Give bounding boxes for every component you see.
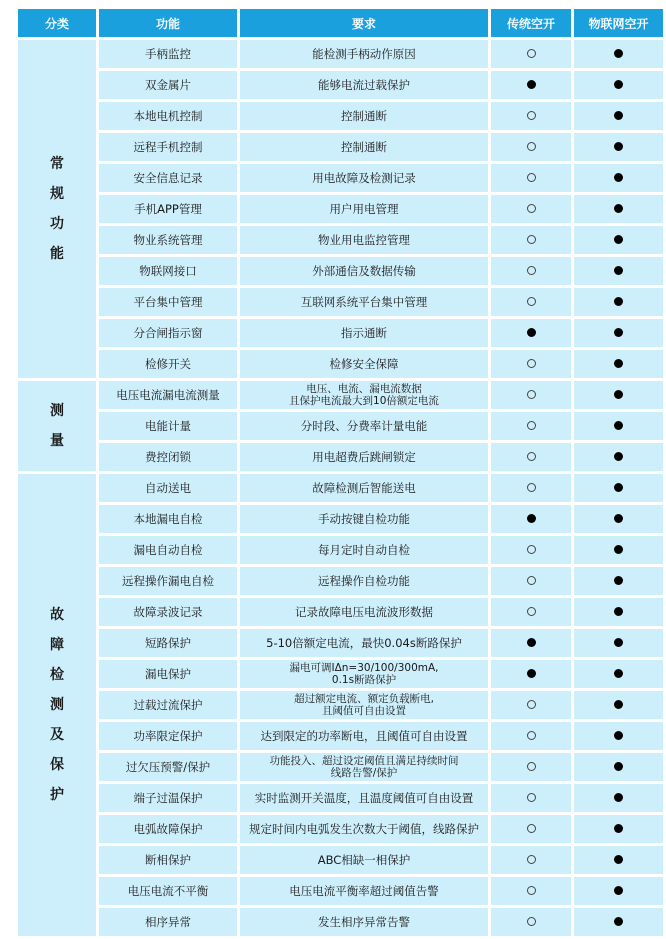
- requirement-line: 能够电流过载保护: [318, 78, 410, 92]
- header-requirement: 要求: [240, 9, 488, 37]
- iot-cell: [574, 288, 663, 316]
- table-row: [18, 288, 663, 316]
- requirement-line: 控制通断: [341, 109, 387, 123]
- empty-circle-icon: [527, 49, 536, 58]
- iot-cell: [574, 412, 663, 440]
- empty-circle-icon: [527, 545, 536, 554]
- category-char: 量: [50, 433, 64, 449]
- requirement-cell: [240, 660, 488, 688]
- category-char: 常: [50, 156, 64, 172]
- function-cell: 功率限定保护: [99, 722, 237, 750]
- filled-circle-icon: [614, 328, 623, 337]
- category-char: 检: [50, 667, 64, 683]
- filled-circle-icon: [614, 793, 623, 802]
- table-row: [18, 877, 663, 905]
- traditional-cell: [491, 257, 571, 285]
- category-char: 障: [50, 637, 64, 653]
- traditional-cell: [491, 102, 571, 130]
- iot-cell: [574, 381, 663, 409]
- requirement-cell: [240, 257, 488, 285]
- traditional-cell: [491, 71, 571, 99]
- filled-circle-icon: [614, 235, 623, 244]
- table-row: [18, 40, 663, 68]
- empty-circle-icon: [527, 297, 536, 306]
- requirement-cell: [240, 319, 488, 347]
- table-row: [18, 164, 663, 192]
- requirement-line: 规定时间内电弧发生次数大于阈值，线路保护: [249, 822, 479, 836]
- function-cell: 本地漏电自检: [99, 505, 237, 533]
- requirement-cell: [240, 846, 488, 874]
- filled-circle-icon: [527, 328, 536, 337]
- category-char: 规: [50, 186, 64, 202]
- function-cell: 手机APP管理: [99, 195, 237, 223]
- iot-cell: [574, 784, 663, 812]
- iot-cell: [574, 567, 663, 595]
- traditional-cell: [491, 908, 571, 936]
- function-cell: 平台集中管理: [99, 288, 237, 316]
- function-cell: 安全信息记录: [99, 164, 237, 192]
- category-char: 测: [50, 403, 64, 419]
- empty-circle-icon: [527, 359, 536, 368]
- requirement-line: 远程操作自检功能: [318, 574, 410, 588]
- function-cell: 自动送电: [99, 474, 237, 502]
- filled-circle-icon: [614, 80, 623, 89]
- table-row: [18, 133, 663, 161]
- function-cell: 端子过温保护: [99, 784, 237, 812]
- empty-circle-icon: [527, 266, 536, 275]
- requirement-line: 控制通断: [341, 140, 387, 154]
- iot-cell: [574, 443, 663, 471]
- requirement-cell: [240, 102, 488, 130]
- filled-circle-icon: [527, 514, 536, 523]
- requirement-line: 外部通信及数据传输: [312, 264, 416, 278]
- filled-circle-icon: [614, 576, 623, 585]
- filled-circle-icon: [527, 80, 536, 89]
- iot-cell: [574, 505, 663, 533]
- iot-cell: [574, 71, 663, 99]
- function-cell: 分合闸指示窗: [99, 319, 237, 347]
- iot-cell: [574, 102, 663, 130]
- filled-circle-icon: [614, 49, 623, 58]
- table-body: [18, 40, 663, 936]
- table-row: [18, 691, 663, 719]
- iot-cell: [574, 226, 663, 254]
- traditional-cell: [491, 133, 571, 161]
- traditional-cell: [491, 164, 571, 192]
- table-row: [18, 102, 663, 130]
- empty-circle-icon: [527, 204, 536, 213]
- traditional-cell: [491, 40, 571, 68]
- filled-circle-icon: [614, 204, 623, 213]
- requirement-line: 手动按键自检功能: [318, 512, 410, 526]
- requirement-cell: [240, 536, 488, 564]
- filled-circle-icon: [614, 886, 623, 895]
- function-cell: 电弧故障保护: [99, 815, 237, 843]
- requirement-cell: [240, 629, 488, 657]
- filled-circle-icon: [614, 514, 623, 523]
- function-cell: 远程手机控制: [99, 133, 237, 161]
- requirement-line: 电压、电流、漏电流数据: [306, 383, 422, 395]
- function-cell: 远程操作漏电自检: [99, 567, 237, 595]
- traditional-cell: [491, 226, 571, 254]
- header-category: 分类: [18, 9, 96, 37]
- function-cell: 漏电保护: [99, 660, 237, 688]
- empty-circle-icon: [527, 235, 536, 244]
- table-row: [18, 846, 663, 874]
- function-cell: 过欠压预警/保护: [99, 753, 237, 781]
- table-row: [18, 567, 663, 595]
- requirement-cell: [240, 226, 488, 254]
- table-row: [18, 443, 663, 471]
- traditional-cell: [491, 691, 571, 719]
- requirement-line: 达到限定的功率断电，且阈值可自由设置: [260, 729, 468, 743]
- traditional-cell: [491, 443, 571, 471]
- category-cell: [18, 381, 96, 471]
- requirement-cell: [240, 195, 488, 223]
- traditional-cell: [491, 412, 571, 440]
- filled-circle-icon: [614, 483, 623, 492]
- requirement-line: 电压电流平衡率超过阈值告警: [289, 884, 439, 898]
- iot-cell: [574, 722, 663, 750]
- requirement-line: 超过额定电流、额定负载断电,: [294, 693, 434, 705]
- table-row: [18, 412, 663, 440]
- requirement-line: 能检测手柄动作原因: [312, 47, 416, 61]
- traditional-cell: [491, 505, 571, 533]
- empty-circle-icon: [527, 824, 536, 833]
- filled-circle-icon: [614, 142, 623, 151]
- traditional-cell: [491, 629, 571, 657]
- traditional-cell: [491, 753, 571, 781]
- requirement-cell: [240, 598, 488, 626]
- function-cell: 检修开关: [99, 350, 237, 378]
- filled-circle-icon: [614, 700, 623, 709]
- function-cell: 电压电流漏电流测量: [99, 381, 237, 409]
- table-row: [18, 660, 663, 688]
- requirement-cell: [240, 753, 488, 781]
- traditional-cell: [491, 660, 571, 688]
- traditional-cell: [491, 195, 571, 223]
- table-row: [18, 784, 663, 812]
- filled-circle-icon: [614, 173, 623, 182]
- table-row: [18, 71, 663, 99]
- table-row: [18, 350, 663, 378]
- requirement-cell: [240, 412, 488, 440]
- function-cell: 电能计量: [99, 412, 237, 440]
- function-cell: 费控闭锁: [99, 443, 237, 471]
- function-cell: 手柄监控: [99, 40, 237, 68]
- traditional-cell: [491, 598, 571, 626]
- traditional-cell: [491, 474, 571, 502]
- requirement-cell: [240, 877, 488, 905]
- iot-cell: [574, 846, 663, 874]
- function-cell: 断相保护: [99, 846, 237, 874]
- iot-cell: [574, 536, 663, 564]
- iot-cell: [574, 691, 663, 719]
- traditional-cell: [491, 784, 571, 812]
- filled-circle-icon: [614, 111, 623, 120]
- requirement-line: 功能投入、超过设定阈值且满足持续时间: [269, 755, 459, 767]
- category-char: 能: [50, 246, 64, 262]
- requirement-line: 物业用电监控管理: [318, 233, 410, 247]
- empty-circle-icon: [527, 142, 536, 151]
- empty-circle-icon: [527, 452, 536, 461]
- function-cell: 故障录波记录: [99, 598, 237, 626]
- empty-circle-icon: [527, 731, 536, 740]
- iot-cell: [574, 319, 663, 347]
- traditional-cell: [491, 350, 571, 378]
- category-char: 及: [50, 727, 64, 743]
- requirement-line: 记录故障电压电流波形数据: [295, 605, 433, 619]
- requirement-line: 实时监测开关温度，且温度阈值可自由设置: [254, 791, 474, 805]
- filled-circle-icon: [614, 266, 623, 275]
- requirement-line: 0.1s断路保护: [331, 674, 397, 686]
- function-cell: 过载过流保护: [99, 691, 237, 719]
- requirement-cell: [240, 474, 488, 502]
- empty-circle-icon: [527, 855, 536, 864]
- table-row: [18, 629, 663, 657]
- empty-circle-icon: [527, 793, 536, 802]
- function-cell: 短路保护: [99, 629, 237, 657]
- requirement-line: 故障检测后智能送电: [312, 481, 416, 495]
- iot-cell: [574, 40, 663, 68]
- traditional-cell: [491, 536, 571, 564]
- iot-cell: [574, 598, 663, 626]
- filled-circle-icon: [614, 607, 623, 616]
- filled-circle-icon: [614, 297, 623, 306]
- iot-cell: [574, 908, 663, 936]
- table-row: [18, 226, 663, 254]
- table-row: [18, 505, 663, 533]
- header-row: [18, 9, 663, 37]
- table-row: [18, 722, 663, 750]
- function-cell: 物业系统管理: [99, 226, 237, 254]
- empty-circle-icon: [527, 576, 536, 585]
- requirement-cell: [240, 784, 488, 812]
- iot-cell: [574, 133, 663, 161]
- function-cell: 相序异常: [99, 908, 237, 936]
- iot-cell: [574, 164, 663, 192]
- iot-cell: [574, 474, 663, 502]
- iot-cell: [574, 257, 663, 285]
- table-row: [18, 257, 663, 285]
- function-cell: 电压电流不平衡: [99, 877, 237, 905]
- requirement-line: ABC相缺一相保护: [317, 853, 411, 867]
- iot-cell: [574, 815, 663, 843]
- function-cell: 物联网接口: [99, 257, 237, 285]
- requirement-cell: [240, 443, 488, 471]
- comparison-table: [15, 6, 666, 939]
- requirement-cell: [240, 722, 488, 750]
- requirement-cell: [240, 567, 488, 595]
- requirement-cell: [240, 40, 488, 68]
- filled-circle-icon: [614, 731, 623, 740]
- traditional-cell: [491, 815, 571, 843]
- traditional-cell: [491, 319, 571, 347]
- empty-circle-icon: [527, 886, 536, 895]
- requirement-line: 漏电可调IΔn=30/100/300mA,: [289, 662, 439, 674]
- requirement-cell: [240, 381, 488, 409]
- filled-circle-icon: [527, 669, 536, 678]
- empty-circle-icon: [527, 483, 536, 492]
- requirement-cell: [240, 815, 488, 843]
- iot-cell: [574, 660, 663, 688]
- requirement-line: 用户用电管理: [329, 202, 399, 216]
- requirement-line: 且阈值可自由设置: [322, 705, 406, 717]
- filled-circle-icon: [614, 824, 623, 833]
- requirement-cell: [240, 71, 488, 99]
- table-row: [18, 908, 663, 936]
- table-row: [18, 381, 663, 409]
- empty-circle-icon: [527, 173, 536, 182]
- requirement-line: 检修安全保障: [329, 357, 399, 371]
- requirement-cell: [240, 691, 488, 719]
- table-row: [18, 536, 663, 564]
- empty-circle-icon: [527, 700, 536, 709]
- traditional-cell: [491, 846, 571, 874]
- function-cell: 双金属片: [99, 71, 237, 99]
- filled-circle-icon: [614, 359, 623, 368]
- table-row: [18, 474, 663, 502]
- traditional-cell: [491, 288, 571, 316]
- requirement-line: 线路告警/保护: [330, 767, 398, 779]
- filled-circle-icon: [614, 855, 623, 864]
- iot-cell: [574, 877, 663, 905]
- traditional-cell: [491, 877, 571, 905]
- function-cell: 漏电自动自检: [99, 536, 237, 564]
- header-traditional-breaker: 传统空开: [491, 9, 571, 37]
- function-cell: 本地电机控制: [99, 102, 237, 130]
- category-char: 护: [50, 787, 64, 803]
- requirement-line: 用电超费后跳闸锁定: [312, 450, 416, 464]
- requirement-line: 且保护电流最大到10倍额定电流: [289, 395, 439, 407]
- requirement-cell: [240, 133, 488, 161]
- header-iot-breaker: 物联网空开: [574, 9, 663, 37]
- table-row: [18, 753, 663, 781]
- header-function: 功能: [99, 9, 237, 37]
- empty-circle-icon: [527, 421, 536, 430]
- filled-circle-icon: [614, 917, 623, 926]
- empty-circle-icon: [527, 390, 536, 399]
- requirement-line: 发生相序异常告警: [318, 915, 410, 929]
- requirement-cell: [240, 505, 488, 533]
- filled-circle-icon: [614, 638, 623, 647]
- category-char: 保: [50, 757, 64, 773]
- filled-circle-icon: [614, 545, 623, 554]
- requirement-line: 每月定时自动自检: [318, 543, 410, 557]
- iot-cell: [574, 629, 663, 657]
- category-char: 测: [50, 697, 64, 713]
- filled-circle-icon: [527, 638, 536, 647]
- table-row: [18, 319, 663, 347]
- filled-circle-icon: [614, 669, 623, 678]
- requirement-cell: [240, 350, 488, 378]
- requirement-line: 指示通断: [341, 326, 387, 340]
- requirement-cell: [240, 908, 488, 936]
- filled-circle-icon: [614, 421, 623, 430]
- table-row: [18, 195, 663, 223]
- traditional-cell: [491, 567, 571, 595]
- empty-circle-icon: [527, 917, 536, 926]
- filled-circle-icon: [614, 390, 623, 399]
- empty-circle-icon: [527, 111, 536, 120]
- iot-cell: [574, 195, 663, 223]
- category-char: 故: [50, 607, 64, 623]
- requirement-cell: [240, 288, 488, 316]
- category-cell: [18, 474, 96, 936]
- requirement-cell: [240, 164, 488, 192]
- filled-circle-icon: [614, 452, 623, 461]
- traditional-cell: [491, 381, 571, 409]
- requirement-line: 用电故障及检测记录: [312, 171, 416, 185]
- requirement-line: 5-10倍额定电流，最快0.04s断路保护: [266, 636, 462, 650]
- category-char: 功: [50, 216, 64, 232]
- category-cell: [18, 40, 96, 378]
- table-row: [18, 598, 663, 626]
- traditional-cell: [491, 722, 571, 750]
- table-row: [18, 815, 663, 843]
- filled-circle-icon: [614, 762, 623, 771]
- requirement-line: 分时段、分费率计量电能: [300, 419, 428, 433]
- empty-circle-icon: [527, 607, 536, 616]
- requirement-line: 互联网系统平台集中管理: [300, 295, 428, 309]
- iot-cell: [574, 350, 663, 378]
- iot-cell: [574, 753, 663, 781]
- empty-circle-icon: [527, 762, 536, 771]
